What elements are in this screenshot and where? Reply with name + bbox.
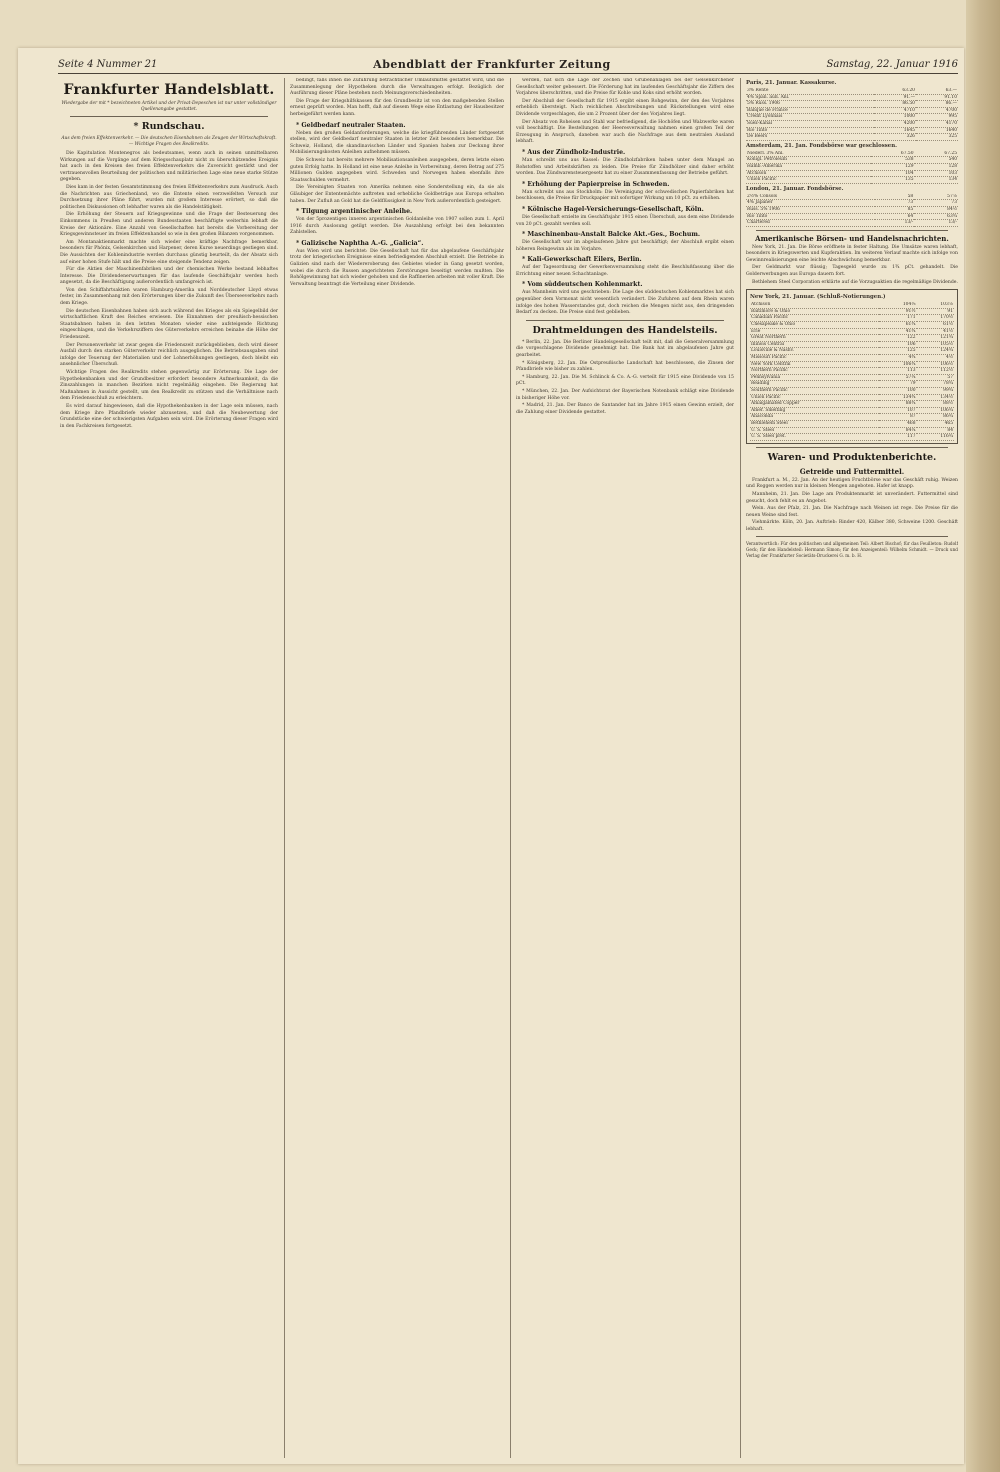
rate-value: 538	[871, 157, 914, 164]
article-title: * Kölnische Hagel-Versicherungs-Gesellschaft, Köln.	[522, 205, 704, 213]
rate-value: 78¾	[917, 381, 954, 388]
article-text: Man schreibt uns aus Stockholm: Die Vereinigung der schwedischen Papierfabriken hat beschlossen, die Preise für Druckpapier mit sofortiger Wirkung um 10 pCt. zu erhöhen.	[516, 189, 734, 202]
newyork-title: New York, 21. Januar. (Schluß-Notierungen.)	[750, 294, 886, 301]
paragraph: bedingt, falls ihnen die Zuführung beträchtlicher Umlaufsmittel gestattet wird, und die Zusammenlegung der Hypotheken durch die Verwaltungen erfolgt. Bezüglich der Ausführung dieser Pläne bestehen noch Meinungsverschiedenheiten.	[290, 78, 504, 97]
rate-value: 91.10	[916, 94, 958, 101]
rate-value: 104	[871, 170, 914, 177]
london-rates-table	[746, 194, 958, 227]
paragraph: * Madrid, 21. Jan. Der Banco de Santander hat im Jahre 1915 einen Gewinn erzielt, der die Zahlung einer Dividende gestattet.	[516, 403, 734, 415]
security-name: Pennsylvania	[750, 374, 879, 381]
article-text: Die Gesellschaft war im abgelaufenen Jahre gut beschäftigt; der Abschluß ergibt einen höheren Reingewinn als im Vorjahre.	[516, 240, 734, 252]
paragraph: Von den Schiffahrtsaktien waren Hamburg-Amerika und Norddeutscher Lloyd etwas fester, im Zusammenhang mit den Erörterungen über die Zukunft des Überseeverkehrs nach dem Kriege.	[60, 287, 278, 307]
rate-value: 91½	[879, 308, 916, 315]
paragraph: * München, 22. Jan. Der Aufsichtsrat der Bayerischen Notenbank schlägt eine Dividende in bisheriger Höhe vor.	[516, 389, 734, 401]
column-rule	[510, 78, 511, 1458]
rate-row	[746, 200, 958, 207]
col2-items	[290, 208, 504, 288]
rate-value: 67.25	[915, 151, 959, 157]
rate-row	[746, 220, 958, 227]
column-1	[60, 78, 278, 1458]
security-name: Suez-Kanal	[746, 120, 874, 127]
security-name: Amalgamated Copper	[750, 401, 879, 408]
security-name: Königl. Petroleum	[746, 157, 871, 164]
divider	[70, 116, 268, 117]
security-name: Niederl. 3% Anl.	[746, 151, 871, 157]
article-text: Aus Mannheim wird uns geschrieben: Die Lage des süddeutschen Kohlenmarktes hat sich gegenüber dem Vormonat nicht wesentlich verändert. Die Zufuhren auf dem Rhein waren infolge des hohen Wasserstandes gut, doch reichen die Mengen nicht aus, den dringenden Bedarf zu decken. Die Preise sind fest geblieben.	[516, 290, 734, 316]
amerika-body	[746, 245, 958, 287]
rate-value: 58	[875, 194, 914, 200]
rate-value: 61½	[917, 322, 954, 329]
rate-value: 67.50	[871, 151, 914, 157]
rate-value: 79	[879, 381, 916, 388]
security-name: Illinois Central	[750, 341, 879, 348]
newspaper-title: Abendblatt der Frankfurter Zeitung	[373, 57, 611, 71]
rate-row	[750, 355, 954, 362]
security-name: Amer. Smelting	[750, 407, 879, 414]
paragraph: werden, hat sich die Lage der Zechen und Grubenanlagen bei der Gelsenkirchener Gesellschaft weiter gebessert. Die Förderung hat im laufenden Geschäftsjahr die Ziffern des Vorjahres überschritten, und die Preise für Kohle und Koks sind erhöht worden.	[516, 78, 734, 97]
paragraph: Mannheim, 21. Jan. Die Lage am Produktenmarkt ist unverändert. Futtermittel sind gesucht, doch fehlt es an Angebot.	[746, 491, 958, 504]
rate-value: 85	[875, 206, 914, 213]
waren-subtitle: Getreide und Futtermittel.	[799, 466, 905, 476]
article-text: Man schreibt uns aus Kassel: Die Zündholzfabriken haben unter dem Mangel an Rohstoffen und Arbeitskräften zu leiden. Die Preise für Zündhölzer sind daher erhöht worden. Das Zündwarensteuergesetz hat zu einer Zusammenfassung der Betriebe geführt.	[516, 157, 734, 177]
paragraph: Es wird darauf hingewiesen, daß die Hypothekenbanken in der Lage sein müssen, nach dem Kriege ihre Pfandbriefe wieder abzusetzen, und daß die Neubewertung der Grundstücke eine der schwierigsten Aufgaben sein wird. Die Erörterung dieser Fragen wird in den Fachkreisen fortgesetzt.	[60, 403, 278, 429]
security-name: Erie	[750, 328, 879, 335]
column-4	[746, 78, 958, 1458]
imprint: Verantwortlich: Für den politischen und allgemeinen Teil: Albert Bischof; für das Feuilleton: Rudolf Geck; für den Handelsteil: Hermann Simon; für den Anzeigenteil: Wilhelm Schmidt. — Druck und Verlag der Frankfurter Societäts-Druckerei G. m. b. H.	[746, 541, 958, 558]
paragraph: Der Personenverkehr ist zwar gegen die Friedenszeit zurückgeblieben, doch wird dieser Ausfall durch den starken Güterverkehr reichlich ausgeglichen. Die Betriebsausgaben sind infolge der Teuerung der Materialien und der Lohnerhöhungen gestiegen, doch bleibt ein ansehnlicher Überschuß.	[60, 342, 278, 368]
rate-value: 326	[874, 134, 916, 141]
article-text: Die Gesellschaft erzielte im Geschäftsjahr 1915 einen Überschuß, aus dem eine Dividende von 20 pCt. gezahlt werden soll.	[516, 214, 734, 227]
security-name: Bethlehem Steel	[750, 420, 879, 427]
rate-value: 61¾	[879, 322, 916, 329]
article-text: Von der 5prozentigen inneren argentinischen Goldanleihe von 1907 sollen zum 1. April 1916 durch Auslosung getilgt werden. Die Auszahlung erfolgt bei den bekannten Zahlstellen.	[290, 217, 504, 236]
rate-row	[750, 434, 954, 441]
paragraph: Die Erhöhung der Steuern auf Kriegsgewinne und die Frage der Besteuerung des Einkommens in Preußen und anderen Bundesstaaten beschäftigte weiterhin lebhaft die Kreise der Aktionäre. Eine Anzahl von Gesellschaften hat bereits die Vorbereitung der Kriegsgewinnsteuer im freien Effektenhandel so wie in den großen Bilanzen vorgenommen.	[60, 212, 278, 238]
security-name: Canadian Pacific	[750, 315, 879, 322]
paragraph: Am Montanaktienmarkt machte sich wieder eine kräftige Nachfrage bemerkbar, besonders für Phönix, Gelsenkirchen und Harpener, deren Kurse neuerdings gestiegen sind. Die Aussichten der Kohlenindustrie werden durchaus günstig beurteilt, da der Absatz sich auf einer hohen Stufe hält und die Preise eine steigende Tendenz zeigen.	[60, 239, 278, 265]
section-geldbedarf: * Geldbedarf neutraler Staaten.	[296, 121, 406, 129]
security-name: U. S. Steel pref.	[750, 434, 879, 441]
rate-value: 63.20	[874, 88, 916, 94]
rate-row	[746, 134, 958, 141]
security-name: Chartered	[746, 220, 875, 227]
rate-value: 1645	[874, 127, 916, 134]
paragraph: * Hamburg, 22. Jan. Die M. Schlinck & Co. A.-G. verteilt für 1915 eine Dividende von 15 pCt.	[516, 374, 734, 387]
security-name: Reading	[750, 381, 879, 388]
rate-row	[746, 94, 958, 101]
col3-items	[516, 149, 734, 317]
rate-value: 103	[915, 170, 959, 177]
paragraph: Dies kam in der festen Gesamtstimmung des freien Effektenverkehrs zum Ausdruck. Auch die Nachrichten aus Griechenland, wo die Entente einen verzweifelten Versuch zur Durchsetzung ihrer Pläne führt, wurden mit großem Interesse erörtert, so daß die politischen Diskussionen oft lebhafter waren als die Handelstätigkeit.	[60, 184, 278, 210]
rate-value: 124¾	[917, 348, 954, 355]
rate-value: 86.—	[916, 101, 958, 108]
rate-value: 106¾	[917, 407, 954, 414]
security-name: Rio Tinto	[746, 213, 875, 220]
rate-value: 63¾	[914, 213, 958, 220]
rate-row	[750, 414, 954, 421]
rate-value: 106	[879, 341, 916, 348]
rate-value: 104⅛	[879, 302, 916, 308]
rate-value: 86.50	[874, 101, 916, 108]
rate-value: 73	[875, 200, 914, 207]
security-name: Atchison	[750, 302, 879, 308]
rate-value: 112½	[917, 368, 954, 375]
article-title: * Aus der Zündholz-Industrie.	[522, 148, 626, 156]
rate-value: 84¼	[879, 427, 916, 434]
rate-value: 88½	[917, 401, 954, 408]
rate-value: 86¾	[917, 414, 954, 421]
rundschau-subtitle: Aus dem freien Effektenverkehr. — Die deutschen Eisenbahnen als Zeugen der Wirtschaftskraft. — Wichtige Fragen des Realkredits.	[61, 136, 277, 147]
article-title: * Kali-Gewerkschaft Eilers, Berlin.	[522, 256, 642, 264]
security-name: Banque de France	[746, 107, 874, 114]
paragraph: Die Frage der Kriegshilfskassen für den Grundbesitz ist von den maßgebenden Stellen erneut geprüft worden. Man hofft, daß auf diesem Wege eine Entlastung der Hausbesitzer herbeigeführt werden kann.	[290, 98, 504, 117]
rate-value: 135	[871, 177, 914, 184]
col2-body-top	[290, 78, 504, 119]
rate-value: 13/-	[914, 220, 958, 227]
paragraph: Neben den großen Geldanforderungen, welche die kriegführenden Länder fortgesetzt stellen, wird der Geldbedarf neutraler Staaten in letzter Zeit besonders bemerkbar. Die Schweiz, Holland, die skandinavischen Länder und Spanien haben zur Deckung ihrer Mobilisierungskosten Anleihen aufnehmen müssen.	[290, 130, 504, 156]
security-name: 3% Rente	[746, 88, 874, 94]
rate-row	[746, 157, 958, 164]
rate-row	[750, 387, 954, 394]
rate-value: 125	[879, 348, 916, 355]
page-fold-edge	[966, 0, 1000, 1472]
security-name: Russ. 5% 1906	[746, 206, 875, 213]
rate-row	[746, 213, 958, 220]
rate-value: 4¾	[879, 355, 916, 362]
masthead-note: Wiedergabe der mit * bezeichneten Artikel und der Privat-Depeschen ist nur unter vollständiger Quellenangabe gestattet.	[61, 101, 277, 112]
rate-row	[750, 315, 954, 322]
rate-value: 91	[917, 308, 954, 315]
rate-value: 63.—	[916, 88, 958, 94]
rate-value: 41¾	[879, 328, 916, 335]
rate-value: 84	[917, 427, 954, 434]
rate-row	[750, 341, 954, 348]
london-title: London, 21. Januar. Fondsbörse.	[746, 185, 844, 192]
amsterdam-title: Amsterdam, 21. Jan. Fondsbörse war geschlossen.	[746, 142, 897, 149]
amsterdam-rates-table	[746, 151, 958, 184]
security-name: Chesapeake & Ohio	[750, 322, 879, 329]
security-name: Union Pacific	[746, 177, 871, 184]
rate-value: 4170	[916, 120, 958, 127]
rate-value: 468	[879, 420, 916, 427]
column-2	[290, 78, 504, 1458]
rate-row	[750, 401, 954, 408]
page-header	[58, 55, 958, 74]
rate-row	[750, 348, 954, 355]
rate-row	[750, 427, 954, 434]
rate-row	[746, 177, 958, 184]
page-date: Samstag, 22. Januar 1916	[826, 58, 958, 70]
security-name: U. S. Steel	[750, 427, 879, 434]
rate-value: 117	[879, 434, 916, 441]
rate-value: 134¾	[879, 394, 916, 401]
rate-row	[746, 127, 958, 134]
rate-value: 113	[879, 368, 916, 375]
rate-value: 41½	[917, 328, 954, 335]
rate-value: 106¾	[879, 361, 916, 368]
rate-value: 57⅞	[914, 194, 958, 200]
page-number: Seite 4 Nummer 21	[58, 58, 158, 70]
paragraph: * Berlin, 22. Jan. Die Berliner Handelsgesellschaft teilt mit, daß die Generalversammlung die vorgeschlagene Dividende genehmigt hat. Die Bank hat im abgelaufenen Jahre gut gearbeitet.	[516, 339, 734, 359]
rate-row	[750, 335, 954, 342]
col2-body-mid	[290, 131, 504, 206]
rate-value: 325	[916, 134, 958, 141]
masthead-handelsblatt: Frankfurter Handelsblatt.	[63, 82, 275, 98]
security-name: Union Pacific	[750, 394, 879, 401]
security-name: Atchison	[746, 170, 871, 177]
divider	[526, 320, 724, 321]
article-title: * Galizische Naphtha A.-G. „Galicia“.	[296, 239, 424, 247]
paragraph: Viehmärkte. Köln, 20. Jan. Auftrieb: Rinder 420, Kälber 380, Schweine 1200. Geschäft lebhaft.	[746, 520, 958, 532]
rate-row	[746, 107, 958, 114]
rate-row	[750, 374, 954, 381]
article-text: Aus Wien wird uns berichtet: Die Gesellschaft hat für das abgelaufene Geschäftsjahr trotz der kriegerischen Ereignisse einen befriedigenden Abschluß erzielt. Die Betriebe in Galizien sind nach der Wiedereroberung des Gebietes wieder in Gang gesetzt worden, wobei die durch die Russen angerichteten Zerstörungen beseitigt werden mußten. Die Rohölgewinnung hat sich wieder gehoben und die Raffinerien arbeiten mit voller Kraft. Die Verwaltung beantragt die Verteilung einer Dividende.	[290, 248, 504, 287]
rate-value: 121¾	[917, 335, 954, 342]
rate-value: 103⅞	[917, 302, 954, 308]
divider	[756, 230, 948, 231]
rate-row	[746, 120, 958, 127]
security-name: 2½% Consols	[746, 194, 875, 200]
security-name: Southern Pacific	[750, 387, 879, 394]
rate-row	[746, 170, 958, 177]
rate-value: 4200	[874, 120, 916, 127]
section-waren: Waren- und Produktenberichte.	[767, 451, 937, 463]
section-rundschau: * Rundschau.	[133, 121, 205, 132]
paragraph: Der Geldmarkt war flüssig; Tagesgeld wurde zu 1¾ pCt. gehandelt. Die Golderwerbungen aus Europa dauern fort.	[746, 265, 958, 278]
rate-value: 87	[879, 414, 916, 421]
divider	[756, 447, 948, 448]
rate-value: 122	[879, 335, 916, 342]
security-name: New York Central	[750, 361, 879, 368]
rate-value: 129	[871, 163, 914, 170]
rate-value: 171	[879, 315, 916, 322]
security-name: Rio Tinto	[746, 127, 874, 134]
rate-value: 57¼	[879, 374, 916, 381]
rate-value: 1640	[916, 127, 958, 134]
rate-row	[750, 394, 954, 401]
security-name: Crédit Lyonnais	[746, 114, 874, 121]
paragraph: * Königsberg, 22. Jan. Die Ostpreußische Landschaft hat beschlossen, die Zinsen der Pfandbriefe wie bisher zu zahlen.	[516, 360, 734, 373]
rate-value: 84½	[914, 206, 958, 213]
security-name: Missouri Pacific	[750, 355, 879, 362]
rate-value: 465	[917, 420, 954, 427]
rate-row	[746, 114, 958, 121]
col3-body-top	[516, 78, 734, 146]
rate-row	[746, 206, 958, 213]
security-name: 4% Span. äuß. Anl.	[746, 94, 874, 101]
rate-row	[750, 322, 954, 329]
section-drahtmeldungen: Drahtmeldungen des Handelsteils.	[532, 324, 718, 336]
rate-value: 540	[915, 157, 959, 164]
section-amerikanische: Amerikanische Börsen- und Handelsnachrichten.	[755, 233, 949, 243]
rate-value: 128	[915, 163, 959, 170]
divider	[756, 536, 948, 537]
security-name: Great Northern	[750, 335, 879, 342]
security-name: Northern Pacific	[750, 368, 879, 375]
paragraph: Der Abschluß der Gesellschaft für 1915 ergibt einen Rohgewinn, der den des Vorjahres erheblich übersteigt. Nach reichlichen Abschreibungen und Rückstellungen wird eine Dividende vorgeschlagen, die um 2 Prozent über der des Vorjahres liegt.	[516, 98, 734, 117]
rate-value: 91.—	[874, 94, 916, 101]
rate-value: 105½	[917, 341, 954, 348]
rate-value: 134	[915, 177, 959, 184]
column-3	[516, 78, 734, 1458]
rate-value: 106½	[917, 361, 954, 368]
column-rule	[740, 78, 741, 1458]
paragraph: Die Kapitulation Montenegros als bedeutsames, wenn auch in seinen unmittelbaren Wirkungen auf die Vorgänge auf dem Kriegsschauplatz nicht zu überschätzendes Ereignis hat auch in den Kreisen des freien Effektenverkehrs die Zuversicht gestärkt und der vertrauensvollen Beurteilung der politischen und militärischen Lage eine neue starke Stütze gegeben.	[60, 151, 278, 183]
rate-value: 64	[875, 213, 914, 220]
rate-row	[750, 381, 954, 388]
paragraph: Für die Aktien der Maschinenfabriken und der chemischen Werke bestand lebhaftes Interesse. Die Dividendenerwartungen für das laufende Geschäftsjahr werden hoch angesetzt, da die Beschäftigung außerordentlich umfangreich ist.	[60, 267, 278, 286]
rate-row	[750, 361, 954, 368]
article-title: * Erhöhung der Papierpreise in Schweden.	[522, 180, 670, 188]
rundschau-body	[60, 151, 278, 430]
paragraph: Bethlehem Steel Corporation erklärte auf die Vorzugsaktien die regelmäßige Dividende.	[752, 279, 958, 285]
rate-value: 134½	[917, 394, 954, 401]
rate-row	[750, 420, 954, 427]
rate-row	[750, 328, 954, 335]
rate-value: 4700	[916, 107, 958, 114]
paragraph: Frankfurt a. M., 22. Jan. An der heutigen Fruchtbörse war das Geschäft ruhig. Weizen und Roggen werden nur in kleinen Mengen angeboten. Hafer ist knapp.	[746, 477, 958, 490]
security-name: Hamb.-Amerika	[746, 163, 871, 170]
article-title: * Vom süddeutschen Kohlenmarkt.	[522, 281, 643, 289]
security-name: De Beers	[746, 134, 874, 141]
waren-body	[746, 478, 958, 534]
rate-value: 170½	[917, 315, 954, 322]
rate-value: 57	[917, 374, 954, 381]
newyork-rates-table	[750, 302, 954, 440]
rate-value: 107	[879, 407, 916, 414]
column-rule	[284, 78, 285, 1458]
paragraph: Die Vereinigten Staaten von Amerika nehmen eine Sonderstellung ein, da sie als Gläubiger der Ententemächte auftreten und erhebliche Goldbeträge aus Europa erhalten haben. Der Zufluß an Gold hat die Geldflüssigkeit in New York außerordentlich gesteigert.	[290, 185, 504, 204]
paragraph: Die deutschen Eisenbahnen haben sich auch während des Krieges als ein Spiegelbild der wirtschaftlichen Kraft des Reiches erwiesen. Die Einnahmen der preußisch-hessischen Staatsbahnen haben in den letzten Monaten wieder eine aufsteigende Richtung eingeschlagen, und die Verkehrsziffern des Güterverkehrs erreichen beinahe die Höhe der Friedenszeit.	[60, 308, 278, 341]
security-name: 5% Russ. 1906	[746, 101, 874, 108]
rate-value: 88¾	[879, 401, 916, 408]
rate-row	[746, 101, 958, 108]
rate-value: 995	[916, 114, 958, 121]
paragraph: Die Schweiz hat bereits mehrere Mobilisationsanleihen ausgegeben, deren letzte einen guten Erfolg hatte. In Holland ist eine neue Anleihe in Vorbereitung, deren Betrag auf 275 Millionen Gulden angegeben wird. Schweden und Norwegen haben ebenfalls ihre Staatsschulden vermehrt.	[290, 157, 504, 183]
security-name: Louisville & Nashv.	[750, 348, 879, 355]
security-name: Anaconda	[750, 414, 879, 421]
rate-value: 1000	[874, 114, 916, 121]
rate-value: 13/-	[875, 220, 914, 227]
paragraph: Wichtige Fragen des Realkredits stehen gegenwärtig zur Erörterung. Die Lage der Hypothekenbanken und der Grundbesitzer erfordert besondere Aufmerksamkeit, da die Zinszahlungen in manchen Bezirken nicht regelmäßig eingehen. Die Regierung hat Maßnahmen in Aussicht gestellt, um den Realkredit zu stützen und die Verhältnisse nach dem Friedensschluß zu erleichtern.	[60, 370, 278, 402]
article-title: * Maschinenbau-Anstalt Balcke Akt.-Ges., Bochum.	[522, 231, 701, 239]
paris-title: Paris, 21. Januar. Kassakurse.	[746, 80, 837, 86]
article-title: * Tilgung argentinischer Anleihe.	[296, 208, 413, 216]
paragraph: New York, 21. Jan. Die Börse eröffnete in fester Haltung. Die Umsätze waren lebhaft, besonders in Kriegswerten und Kupferaktien. Im weiteren Verlauf machte sich infolge von Gewinnrealisierungen eine leichte Abschwächung bemerkbar.	[746, 244, 958, 263]
rate-value: 99¾	[917, 387, 954, 394]
rate-value: 73	[914, 200, 958, 207]
paragraph: Wein. Aus der Pfalz, 21. Jan. Die Nachfrage nach Weinen ist rege. Die Preise für die neuen Weine sind fest.	[746, 506, 958, 518]
security-name: Baltimore & Ohio	[750, 308, 879, 315]
rate-value: 100	[879, 387, 916, 394]
rate-row	[750, 368, 954, 375]
article-text: Auf der Tagesordnung der Gewerkenversammlung steht die Beschlußfassung über die Errichtung einer neuen Schachtanlage.	[516, 265, 734, 277]
rate-value: 116¾	[917, 434, 954, 441]
col3-wire-reports	[516, 340, 734, 417]
rate-row	[750, 308, 954, 315]
paris-rates-table	[746, 88, 958, 141]
security-name: 4% Japaner	[746, 200, 875, 207]
rate-value: 4½	[917, 355, 954, 362]
rate-row	[750, 407, 954, 414]
rate-row	[746, 163, 958, 170]
newyork-box	[746, 289, 958, 443]
paragraph: Der Absatz von Roheisen und Stahl war befriedigend, die Hochöfen und Walzwerke waren voll beschäftigt. Die Bestellungen der Heeresverwaltung nahmen einen großen Teil der Erzeugung in Anspruch, daneben war auch die Nachfrage aus dem neutralen Ausland lebhaft.	[516, 119, 734, 145]
rate-value: 4710	[874, 107, 916, 114]
